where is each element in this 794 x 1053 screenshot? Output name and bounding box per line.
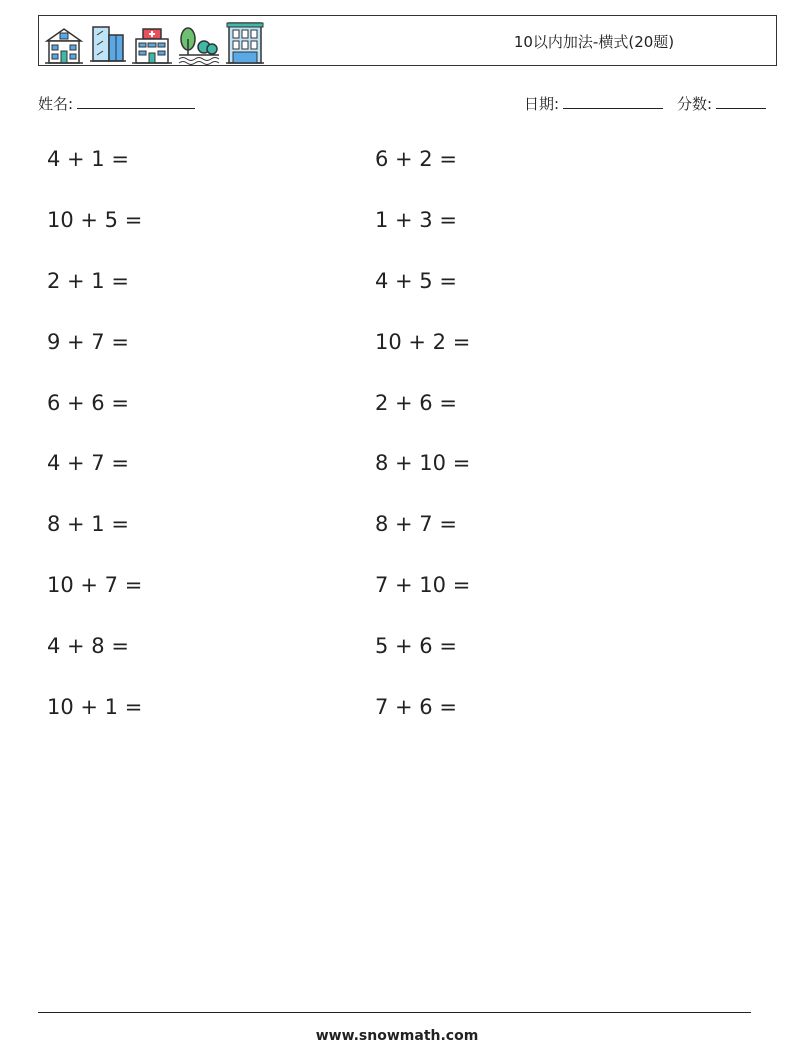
problem-right: 5 + 6 =	[375, 634, 457, 658]
name-label: 姓名:	[38, 95, 74, 113]
name-field	[38, 93, 195, 114]
problem-left: 9 + 7 =	[47, 330, 129, 354]
footer-divider	[38, 1012, 751, 1013]
worksheet-title: 10以内加法-横式(20题)	[513, 33, 675, 51]
name-blank	[77, 94, 195, 109]
apartment-building-icon	[225, 21, 265, 65]
date-field	[524, 93, 663, 114]
problem-right: 8 + 10 =	[375, 451, 471, 475]
problem-row	[0, 634, 794, 674]
problem-right: 2 + 6 =	[375, 391, 457, 415]
school-building-icon	[43, 25, 85, 65]
problem-left: 10 + 7 =	[47, 573, 143, 597]
problem-left: 4 + 1 =	[47, 147, 129, 171]
problem-row	[0, 695, 794, 735]
problem-right: 6 + 2 =	[375, 147, 457, 171]
problem-row	[0, 208, 794, 248]
problem-right: 1 + 3 =	[375, 208, 457, 232]
problem-left: 4 + 7 =	[47, 451, 129, 475]
problem-left: 10 + 1 =	[47, 695, 143, 719]
park-trees-river-icon	[177, 25, 221, 65]
problem-right: 4 + 5 =	[375, 269, 457, 293]
problem-right: 7 + 6 =	[375, 695, 457, 719]
problem-row	[0, 391, 794, 431]
problem-left: 8 + 1 =	[47, 512, 129, 536]
worksheet-header	[38, 15, 777, 66]
problem-right: 8 + 7 =	[375, 512, 457, 536]
problem-row	[0, 330, 794, 370]
problem-left: 10 + 5 =	[47, 208, 143, 232]
problem-row	[0, 451, 794, 491]
problem-row	[0, 147, 794, 187]
problem-row	[0, 512, 794, 552]
glass-office-tower-icon	[89, 23, 127, 65]
problem-right: 10 + 2 =	[375, 330, 471, 354]
footer-url[interactable]: www.snowmath.com	[315, 1028, 479, 1044]
problem-left: 6 + 6 =	[47, 391, 129, 415]
hospital-icon	[131, 25, 173, 65]
header-icons	[43, 19, 265, 65]
problem-row	[0, 269, 794, 309]
problem-right: 7 + 10 =	[375, 573, 471, 597]
date-label: 日期:	[524, 95, 560, 113]
score-label: 分数:	[677, 95, 713, 113]
problem-left: 2 + 1 =	[47, 269, 129, 293]
date-blank	[563, 94, 663, 109]
problem-left: 4 + 8 =	[47, 634, 129, 658]
score-field	[677, 93, 766, 114]
problem-row	[0, 573, 794, 613]
score-blank	[716, 94, 766, 109]
